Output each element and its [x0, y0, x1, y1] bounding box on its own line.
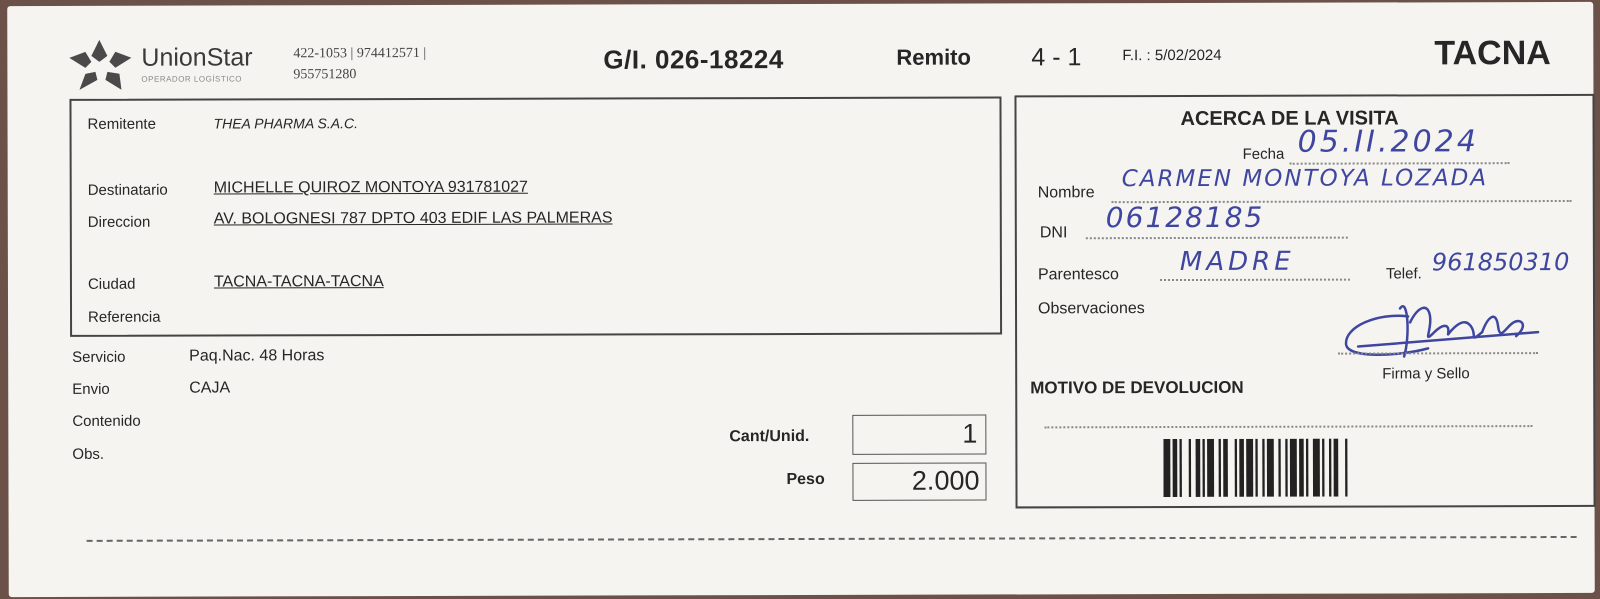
- ciudad-label: Ciudad: [87, 275, 136, 293]
- remitente-label: Remitente: [87, 115, 156, 133]
- issue-date: F.I. : 5/02/2024: [1122, 46, 1222, 65]
- contenido-label: Contenido: [72, 412, 141, 430]
- brand-name: UnionStar: [141, 43, 253, 72]
- remito-value: 4 - 1: [1031, 43, 1082, 72]
- referencia-label: Referencia: [88, 308, 161, 326]
- peso-value: 2.000: [911, 465, 980, 496]
- barcode-icon: [1163, 438, 1447, 497]
- remitente-value: THEA PHARMA S.A.C.: [213, 115, 358, 132]
- cant-label: Cant/Unid.: [729, 427, 810, 446]
- delivery-slip: [7, 2, 1595, 597]
- nombre-handwritten: CARMEN MONTOYA LOZADA: [1121, 165, 1489, 193]
- destinatario-label: Destinatario: [87, 181, 168, 199]
- nombre-label: Nombre: [1037, 184, 1095, 202]
- phone-numbers: [293, 43, 426, 85]
- destination-city: TACNA: [1434, 34, 1551, 73]
- firma-label: Firma y Sello: [1382, 365, 1470, 383]
- peso-label: Peso: [786, 470, 825, 489]
- guide-number: G/I. 026-18224: [603, 44, 784, 75]
- tear-line: [87, 536, 1577, 542]
- fecha-handwritten: 05.II.2024: [1297, 124, 1479, 160]
- dni-handwritten: 06128185: [1105, 200, 1265, 235]
- envio-value: CAJA: [189, 379, 231, 397]
- fecha-label: Fecha: [1242, 145, 1285, 163]
- servicio-value: Paq.Nac. 48 Horas: [189, 347, 325, 365]
- direccion-label: Direccion: [87, 213, 151, 231]
- remito-label: Remito: [896, 44, 971, 70]
- cant-box: [852, 415, 986, 455]
- dni-label: DNI: [1039, 224, 1068, 242]
- destinatario-value: MICHELLE QUIROZ MONTOYA 931781027: [213, 178, 528, 197]
- brand-tagline: OPERADOR LOGÍSTICO: [141, 74, 243, 84]
- parentesco-handwritten: MADRE: [1179, 246, 1295, 278]
- observaciones-label: Observaciones: [1038, 300, 1145, 318]
- phone-line-1: 422-1053 | 974412571 |: [293, 45, 427, 62]
- telef-label: Telef.: [1385, 265, 1422, 283]
- servicio-label: Servicio: [72, 348, 126, 366]
- parentesco-label: Parentesco: [1037, 266, 1119, 284]
- telef-handwritten: 961850310: [1431, 247, 1570, 277]
- star-logo-icon: [69, 38, 135, 94]
- direccion-value: AV. BOLOGNESI 787 DPTO 403 EDIF LAS PALMERAS: [213, 209, 613, 228]
- visit-title: ACERCA DE LA VISITA: [1180, 107, 1399, 131]
- unionstar-logo: [69, 37, 269, 94]
- motivo-label: MOTIVO DE DEVOLUCION: [1030, 377, 1244, 398]
- envio-label: Envio: [72, 380, 110, 398]
- phone-line-2: 955751280: [293, 67, 357, 83]
- cant-value: 1: [962, 418, 978, 449]
- ciudad-value: TACNA-TACNA-TACNA: [213, 273, 384, 291]
- obs-label: Obs.: [72, 445, 105, 463]
- peso-box: [852, 463, 986, 501]
